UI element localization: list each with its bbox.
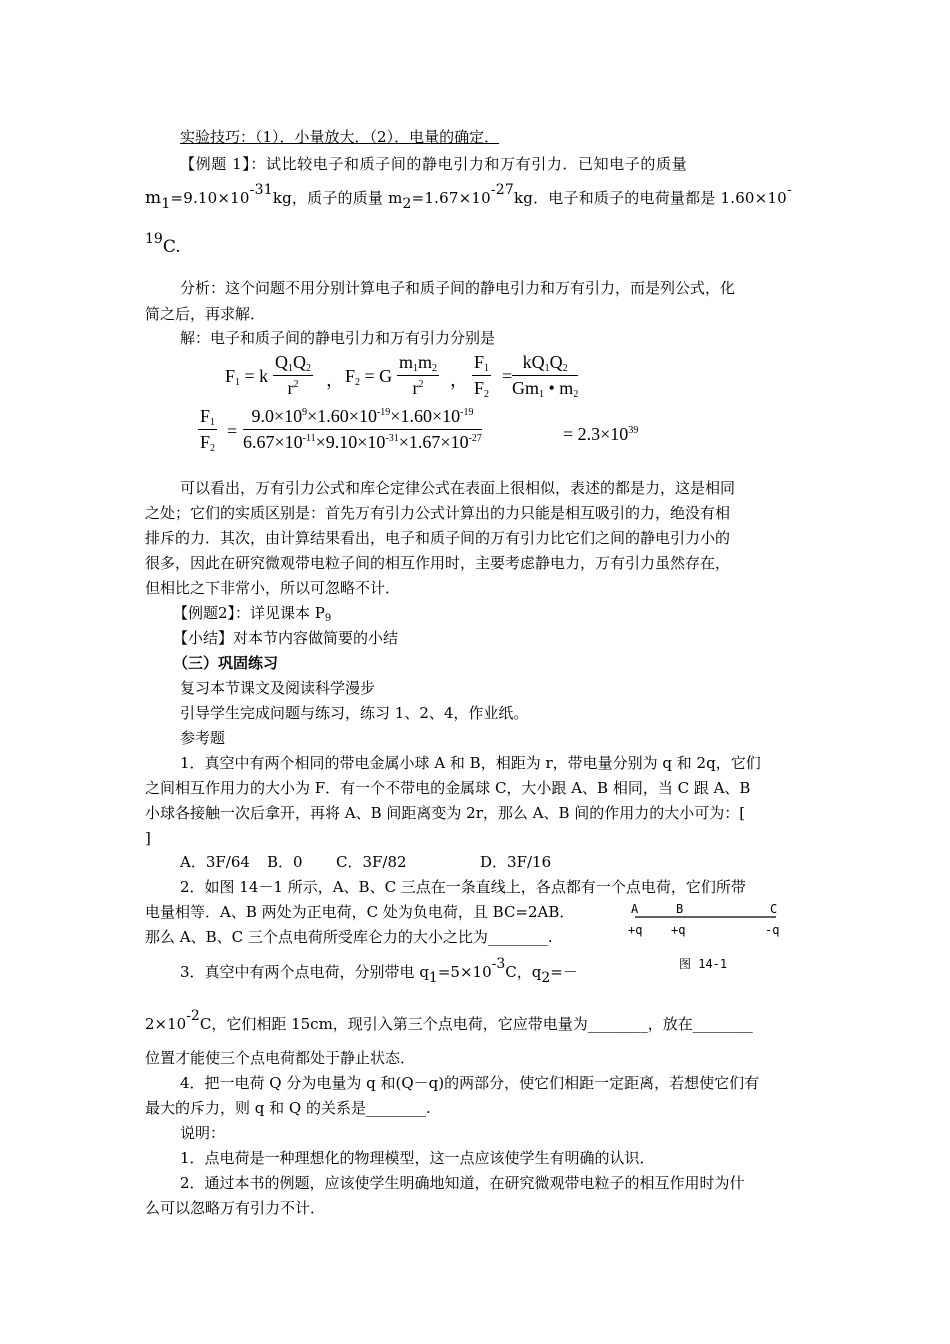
conclusion-line-3: 排斥的力．其次，由计算结果看出，电子和质子间的万有引力比它们之间的静电引力小的 [145,529,731,547]
q1-line-4: ] [145,829,151,847]
conclusion-line-2: 之处；它们的实质区别是：首先万有引力公式计算出的力只能是相互吸引的力，绝没有相 [145,504,731,522]
review-line: 复习本节课文及阅读科学漫步 [180,679,376,697]
formula-big-lhs: $\frac{F_1}{F_2}$ [200,406,216,454]
formula-ratio-rhs: $\frac{kQ_1Q_2}{Gm_1 • m_2}$ [512,352,579,400]
figure-point-a: A [631,902,639,916]
figure-14-1 [625,898,795,978]
conclusion-line-1: 可以看出，万有引力公式和库仑定律公式在表面上很相似，表述的都是力，这是相同 [180,479,736,497]
guide-line: 引导学生完成问题与练习，练习 1、2、4，作业纸。 [180,704,529,722]
reference-heading: 参考题 [180,729,226,747]
q2-line-2: 电量相等．A、B 两处为正电荷，C 处为负电荷，且 BC=2AB． [145,903,575,921]
formula-ratio-lhs: $\frac{F_1}{F_2}$ [474,352,490,400]
section-heading: （三）巩固练习 [173,654,279,672]
formula-big-result: = $2.3\times 10^{39}$ [563,424,639,444]
analysis-line-1: 分析：这个问题不用分别计算电子和质子间的静电引力和万有引力，而是列公式，化 [180,279,736,297]
q2-line-1: 2．如图 14－1 所示，A、B、C 三点在一条直线上，各点都有一个点电荷，它们所带 [180,878,746,896]
q1-option-b: B．0 [267,853,303,871]
analysis-line-2: 简之后，再求解． [145,305,266,323]
formula-f1-fraction: $\frac{Q_1Q_2}{r^2}$ [275,352,311,398]
figure-charge-b: +q [671,923,686,937]
example1-heading: 【例题 1】：试比较电子和质子间的静电引力和万有引力．已知电子的质量 [180,155,688,173]
q1-line-3: 小球各接触一次后拿开，再将 A、B 间距离变为 2r，那么 A、B 间的作用力的大小可为：[ [145,804,746,822]
formula-f2-fraction: $\frac{m_1m_2}{r^2}$ [399,352,438,398]
formula-big-fraction: $\frac{9.0\times 10^9\times 1.60\times 10^{-19}\times 1.60\times 10^{-19}}{6.67\times 10^{-11}\times 9.10\times 10^{-31}\times 1.67\times 10^{-27}}$ [243,406,482,452]
formula-big-equals: = [227,421,238,441]
q1-line-1: 1．真空中有两个相同的带电金属小球 A 和 B，相距为 r，带电量分别为 q 和 2q，它们 [180,754,761,772]
figure-point-b: B [676,902,684,916]
experiment-tips: 实验技巧：（1）．小量放大．（2）．电量的确定． [180,128,500,146]
conclusion-line-4: 很多，因此在研究微观带电粒子间的相互作用时，主要考虑静电力，万有引力虽然存在， [145,554,731,572]
q1-line-2: 之间相互作用力的大小为 F．有一个不带电的金属球 C，大小跟 A、B 相同，当 C 跟 A、B [145,779,751,797]
q4-line-1: 4．把一电荷 Q 分为电量为 q 和(Q－q)的两部分，使它们相距一定距离，若想使它们有 [180,1074,760,1092]
summary: 【小结】对本节内容做简要的小结 [173,629,399,647]
q2-line-3: 那么 A、B、C 三个点电荷所受库仑力的大小之比为________. [145,928,553,946]
figure-caption: 图 14-1 [679,957,728,971]
formula-f2: $F_2 = G$ [345,366,393,388]
formula-comma-2: ， [450,370,468,390]
q3-line-2: 2×10-2C，它们相距 15cm，现引入第三个点电荷，它应带电量为________，放在________ [145,1008,753,1033]
figure-charge-a: +q [628,923,643,937]
note-2-line-2: 么可以忽略万有引力不计． [145,1199,326,1217]
q1-option-d: D．3F/16 [480,853,552,871]
notes-heading: 说明： [180,1124,226,1142]
formula-comma-1: ， [326,370,344,390]
q3-line-1: 3．真空中有两个点电荷，分别带电 q1=5×10-3C，q2=－ [180,956,578,986]
formula-f1: $F_1 = k$ [225,366,269,388]
note-1: 1．点电荷是一种理想化的物理模型，这一点应该使学生有明确的认识． [180,1149,655,1167]
conclusion-line-5: 但相比之下非常小，所以可忽略不计． [145,579,401,597]
example1-charge-unit: 19C. [145,231,181,257]
figure-point-c: C [770,902,778,916]
q4-line-2: 最大的斥力，则 q 和 Q 的关系是________. [145,1099,431,1117]
q1-option-a: A．3F/64 [180,853,250,871]
example1-masses: m1=9.10×10-31kg，质子的质量 m2=1.67×10-27kg．电子和质子的电荷量都是 1.60×10- [145,182,792,212]
formula-ratio-equals: = [502,366,513,386]
figure-charge-c: -q [765,923,780,937]
note-2-line-1: 2．通过本书的例题，应该使学生明确地知道，在研究微观带电粒子的相互作用时为什 [180,1174,745,1192]
q1-option-c: C．3F/82 [336,853,407,871]
example2: 【例题2】：详见课本 $P_9$ [173,604,332,624]
q3-line-3: 位置才能使三个点电荷都处于静止状态． [145,1049,416,1067]
solution-intro: 解：电子和质子间的静电引力和万有引力分别是 [180,329,496,347]
